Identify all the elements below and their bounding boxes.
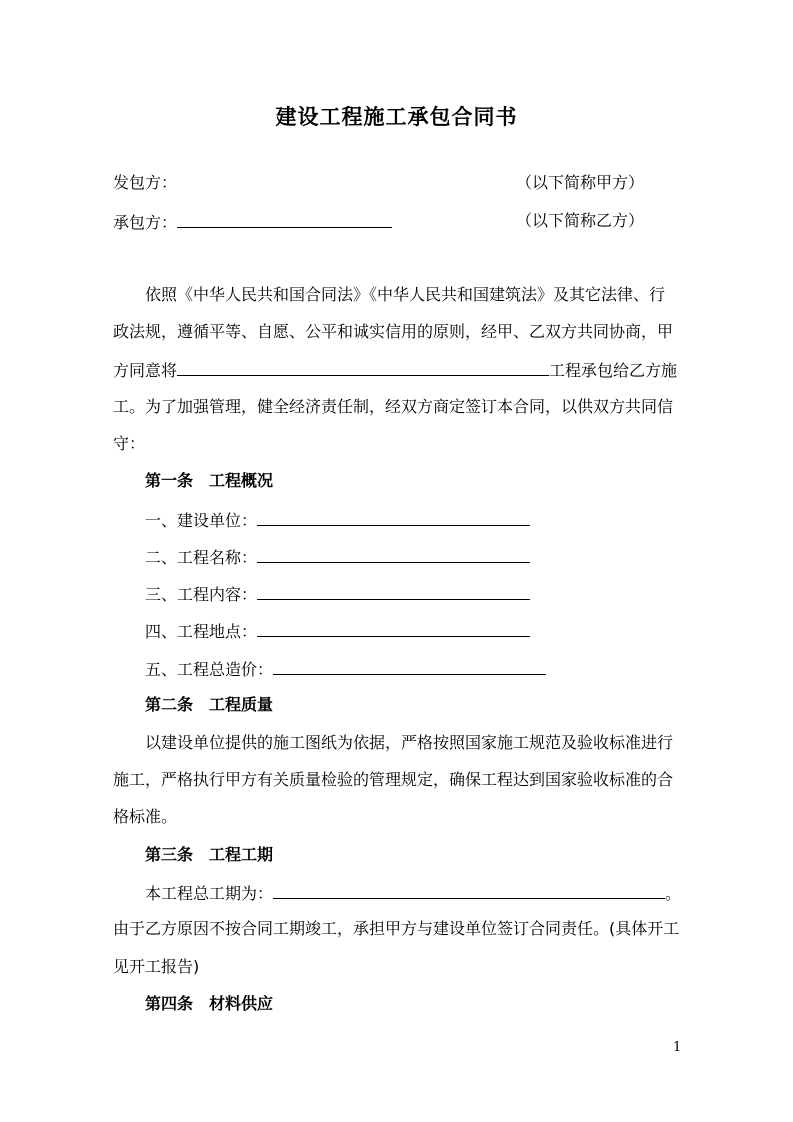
article-2-heading: 第二条 工程质量: [145, 695, 274, 714]
preamble-line-3: [113, 358, 677, 382]
construction-unit-blank[interactable]: [257, 508, 530, 526]
total-cost-blank[interactable]: [273, 657, 546, 675]
article-1-item-label: 三、工程内容：: [145, 585, 258, 604]
contractor-label: 承包方：: [113, 213, 178, 232]
preamble-line-3-before: 方同意将: [113, 361, 178, 380]
article-1-item: [145, 508, 530, 532]
article-1-item-label: 一、建设单位：: [145, 511, 258, 530]
article-1-item-label: 二、工程名称：: [145, 548, 258, 567]
article-3-line-2: 由于乙方原因不按合同工期竣工，承担甲方与建设单位签订合同责任。(具体开工: [113, 919, 680, 938]
duration-blank[interactable]: [273, 881, 665, 899]
duration-label: 本工程总工期为：: [145, 884, 274, 903]
article-1-item: [145, 582, 530, 606]
contract-title: 建设工程施工承包合同书: [275, 104, 518, 129]
employer-note: （以下简称甲方）: [516, 173, 645, 192]
article-1-item-label: 五、工程总造价：: [145, 660, 274, 679]
article-4-heading: 第四条 材料供应: [145, 994, 274, 1013]
preamble-line-4: 工。为了加强管理，健全经济责任制，经双方商定签订本合同，以供双方共同信: [113, 397, 674, 416]
article-3-heading: 第三条 工程工期: [145, 845, 274, 864]
article-1-item: [145, 545, 530, 569]
preamble-line-2: 政法规，遵循平等、自愿、公平和诚实信用的原则，经甲、乙双方共同协商，甲: [113, 322, 674, 341]
article-2-line-2: 施工，严格执行甲方有关质量检验的管理规定，确保工程达到国家验收标准的合: [113, 770, 674, 789]
contractor-row: [113, 210, 392, 234]
preamble-line-5: 守：: [113, 434, 146, 453]
employer-label: 发包方：: [113, 173, 178, 192]
duration-end: 。: [665, 884, 682, 903]
project-location-blank[interactable]: [257, 619, 530, 637]
article-1-item: [145, 657, 546, 681]
page-number: 1: [673, 1040, 682, 1055]
preamble-line-3-after: 工程承包给乙方施: [549, 361, 678, 380]
project-name-blank[interactable]: [177, 358, 549, 376]
article-1-item-label: 四、工程地点：: [145, 622, 258, 641]
project-title-blank[interactable]: [257, 545, 530, 563]
article-1-heading: 第一条 工程概况: [145, 471, 274, 490]
preamble-line-1: 依照《中华人民共和国合同法》《中华人民共和国建筑法》及其它法律、行: [145, 285, 666, 304]
article-2-line-1: 以建设单位提供的施工图纸为依据，严格按照国家施工规范及验收标准进行: [145, 733, 674, 752]
contractor-blank[interactable]: [177, 210, 392, 228]
contractor-note: （以下简称乙方）: [516, 211, 645, 230]
article-2-line-3: 格标准。: [113, 807, 178, 826]
duration-row: [145, 881, 681, 905]
article-1-item: [145, 619, 530, 643]
project-content-blank[interactable]: [257, 582, 530, 600]
article-3-line-3: 见开工报告): [113, 957, 200, 976]
